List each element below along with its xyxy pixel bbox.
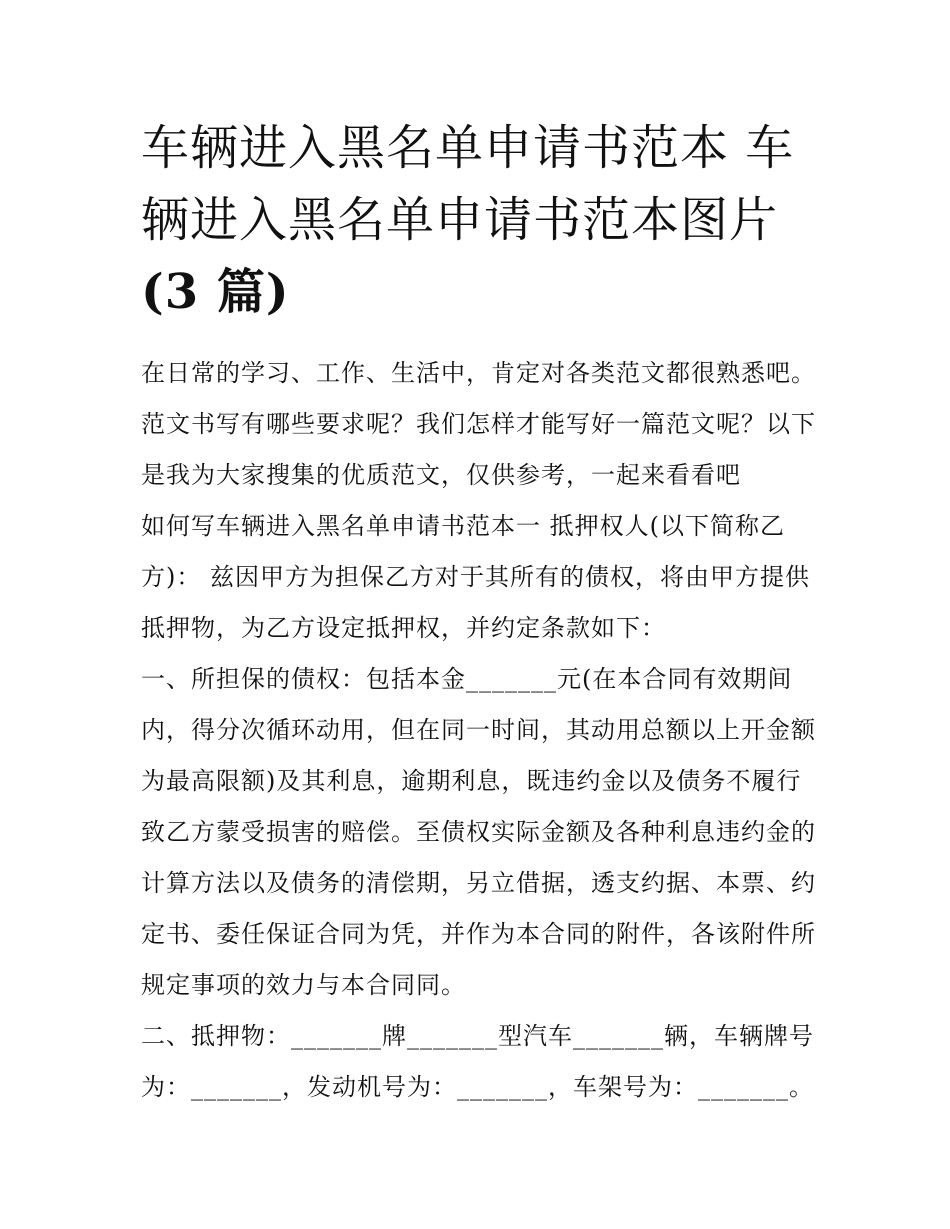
contract-body <box>141 501 821 1113</box>
intro-line: 在日常的学习、工作、生活中，肯定对各类范文都很熟悉吧。 <box>141 359 816 387</box>
body-line: 计算方法以及债务的清偿期，另立借据，透支约据、本票、约 <box>141 869 816 897</box>
body-line: 定书、委任保证合同为凭，并作为本合同的附件，各该附件所 <box>141 920 816 948</box>
body-line: 如何写车辆进入黑名单申请书范本一 抵押权人(以下简称乙 <box>141 512 785 540</box>
body-line: 方)： 兹因甲方为担保乙方对于其所有的债权，将由甲方提供 <box>141 563 810 591</box>
title-line-1: 车辆进入黑名单申请书范本 车 <box>141 120 795 176</box>
body-line: 二、抵押物：_______牌_______型汽车_______辆，车辆牌号 <box>141 1022 814 1050</box>
intro-paragraph <box>141 348 821 501</box>
body-line: 内，得分次循环动用，但在同一时间，其动用总额以上开金额 <box>141 716 816 744</box>
body-line: 一、所担保的债权：包括本金_______元(在本合同有效期间 <box>141 665 793 693</box>
body-line: 为最高限额)及其利息，逾期利息，既违约金以及债务不履行 <box>141 767 802 795</box>
title-line-2: 辆进入黑名单申请书范本图片 <box>141 192 779 248</box>
document-title <box>141 112 821 328</box>
document-content <box>141 112 821 1113</box>
title-line-3: (3 篇) <box>141 264 290 320</box>
intro-line: 是我为大家搜集的优质范文，仅供参考，一起来看看吧 <box>141 461 741 489</box>
body-line: 抵押物，为乙方设定抵押权，并约定条款如下： <box>141 614 666 642</box>
body-line: 规定事项的效力与本合同同。 <box>141 971 466 999</box>
intro-line: 范文书写有哪些要求呢？我们怎样才能写好一篇范文呢？以下 <box>141 410 816 438</box>
body-line: 为：_______，发动机号为：_______，车架号为：_______。 <box>141 1073 814 1101</box>
body-line: 致乙方蒙受损害的赔偿。至债权实际金额及各种利息违约金的 <box>141 818 816 846</box>
